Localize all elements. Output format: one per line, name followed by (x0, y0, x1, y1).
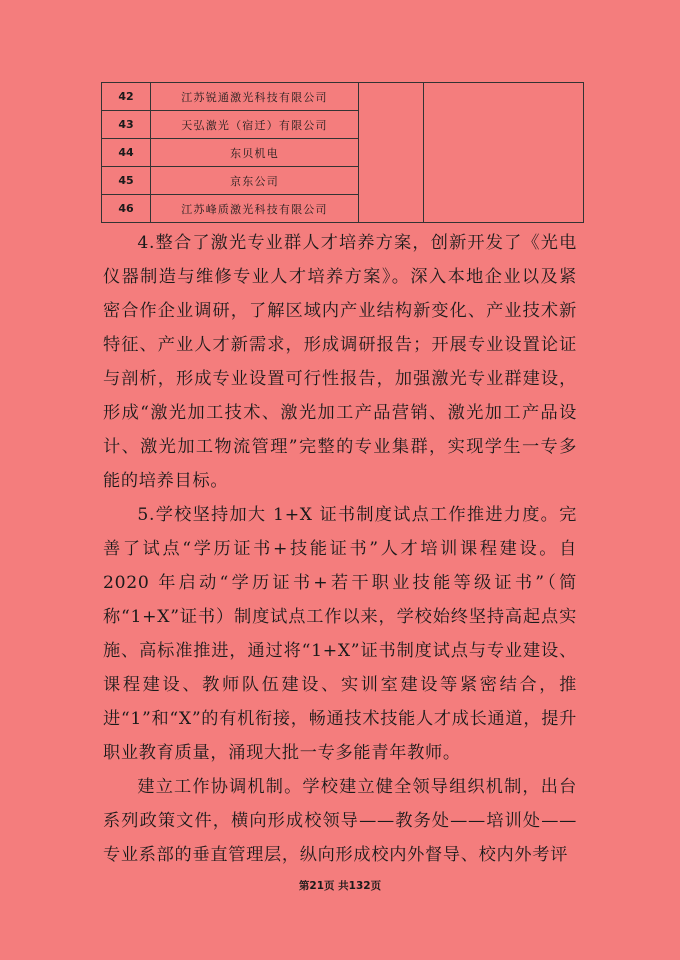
table-row (102, 83, 584, 111)
row-number: 43 (102, 111, 151, 139)
paragraph-coordination: 建立工作协调机制。学校建立健全领导组织机制，出台系列政策文件，横向形成校领导——教务处——培训处——专业系部的垂直管理层，纵向形成校内外督导、校内外考评 (103, 777, 577, 865)
row-number: 42 (102, 83, 151, 111)
row-number: 46 (102, 195, 151, 223)
row-number: 44 (102, 139, 151, 167)
row-number: 45 (102, 167, 151, 195)
company-name: 江苏峰质激光科技有限公司 (151, 195, 359, 223)
company-name: 京东公司 (151, 167, 359, 195)
paragraph-laser-program: 4.整合了激光专业群人才培养方案，创新开发了《光电仪器制造与维修专业人才培养方案》。深入本地企业以及紧密合作企业调研，了解区域内产业结构新变化、产业技术新特征、产业人才新需求，形成调研报告；开展专业设置论证与剖析，形成专业设置可行性报告，加强激光专业群建设，形成“激光加工技术、激光加工产品营销、激光加工产品设计、激光加工物流管理”完整的专业集群，实现学生一专多能的培养目标。 (103, 233, 577, 491)
body-text (103, 226, 577, 872)
paragraph-1x-certificate: 5.学校坚持加大 1+X 证书制度试点工作推进力度。完善了试点“学历证书+技能证书”人才培训课程建设。自 2020 年启动“学历证书+若干职业技能等级证书”（简称“1+X”证书）制度试点工作以来，学校始终坚持高起点实施、高标准推进，通过将“1+X”证书制度试点与专业建设、课程建设、教师队伍建设、实训室建设等紧密结合，推进“1”和“X”的有机衔接，畅通技术技能人才成长通道，提升职业教育质量，涌现大批一专多能青年教师。 (103, 505, 577, 763)
blank-cell (359, 83, 424, 223)
company-name: 东贝机电 (151, 139, 359, 167)
page-footer: 第21页 共132页 (298, 880, 382, 892)
blank-cell (424, 83, 584, 223)
company-table (101, 82, 584, 223)
company-name: 江苏锐通激光科技有限公司 (151, 83, 359, 111)
company-name: 天弘激光（宿迁）有限公司 (151, 111, 359, 139)
